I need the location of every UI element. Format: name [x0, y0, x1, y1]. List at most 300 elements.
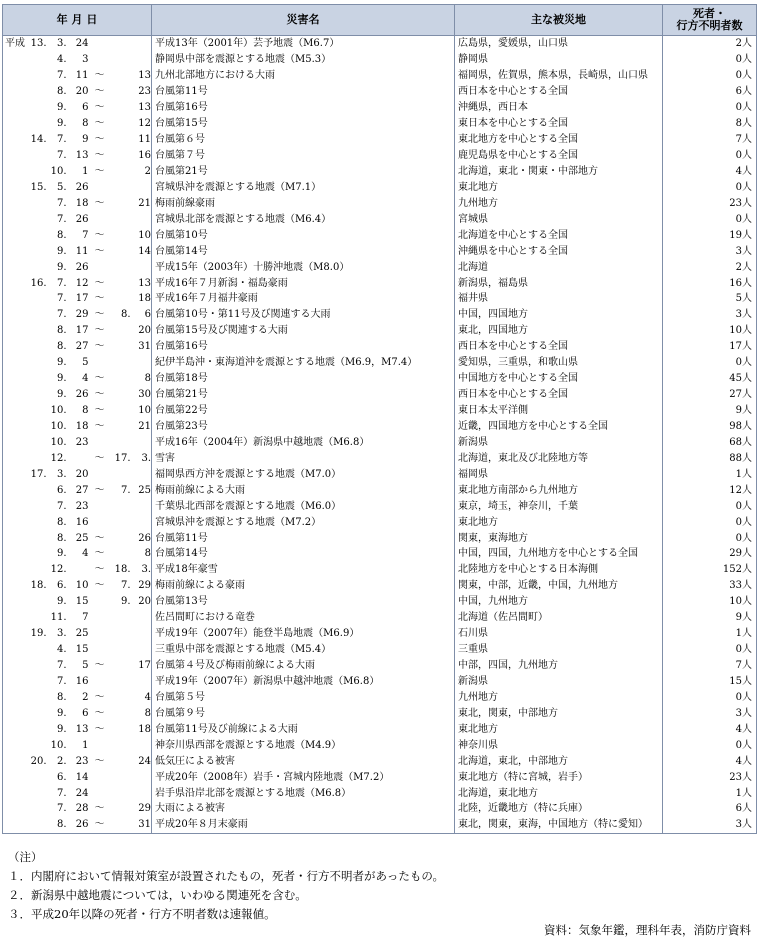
cell-year: 18. — [30, 580, 47, 592]
cell-casualties: 45人 — [729, 373, 752, 385]
cell-disaster-name: 平成20年８月末豪雨 — [152, 817, 455, 833]
cell-year: 15. — [30, 181, 47, 193]
table-row — [3, 642, 757, 658]
cell-day: 1 — [82, 165, 89, 177]
cell-end-day: 20 — [131, 594, 152, 610]
cell-month: 8. — [56, 691, 67, 703]
cell-end-day — [131, 355, 152, 371]
cell-affected-area: 新潟県，福島県 — [455, 275, 663, 291]
cell-affected-area: 福井県 — [455, 291, 663, 307]
cell-month: 7. — [56, 134, 67, 146]
cell-year — [27, 84, 47, 100]
cell-end-day: 21 — [131, 419, 152, 435]
cell-affected-area: 東日本を中心とする全国 — [455, 116, 663, 132]
cell-month: 11. — [50, 612, 67, 624]
cell-era — [3, 227, 27, 243]
cell-disaster-name: 九州北部地方における大雨 — [152, 68, 455, 84]
notes-heading: （注） — [8, 850, 43, 864]
cell-year — [27, 514, 47, 530]
cell-era — [3, 530, 27, 546]
cell-casualties: 10人 — [729, 596, 752, 608]
cell-range-sep: ～ — [94, 325, 105, 337]
cell-casualties: 0人 — [735, 500, 752, 512]
cell-casualties: 19人 — [729, 229, 752, 241]
cell-year — [27, 817, 47, 833]
table-row — [3, 243, 757, 259]
cell-year — [27, 307, 47, 323]
cell-end-day: 21 — [131, 195, 152, 211]
cell-year — [27, 211, 47, 227]
table-row — [3, 769, 757, 785]
cell-affected-area: 西日本を中心とする全国 — [455, 84, 663, 100]
cell-month: 9. — [56, 261, 67, 273]
cell-casualties: 9人 — [735, 612, 752, 624]
cell-year — [27, 721, 47, 737]
cell-era — [3, 355, 27, 371]
cell-month: 8. — [56, 325, 67, 337]
table-row — [3, 84, 757, 100]
cell-era — [3, 578, 27, 594]
cell-range-sep — [89, 498, 111, 514]
cell-affected-area: 沖縄県，西日本 — [455, 100, 663, 116]
cell-disaster-name: 平成16年７月福井豪雨 — [152, 291, 455, 307]
cell-range-sep: ～ — [94, 118, 105, 130]
cell-end-month — [111, 434, 131, 450]
cell-year — [27, 482, 47, 498]
cell-affected-area: 東北地方 — [455, 721, 663, 737]
cell-month: 3. — [56, 38, 67, 50]
table-body — [3, 36, 757, 834]
cell-year — [27, 769, 47, 785]
cell-range-sep: ～ — [94, 309, 105, 321]
cell-year: 20. — [30, 755, 47, 767]
cell-day: 4 — [82, 548, 89, 560]
cell-day: 9 — [82, 134, 89, 146]
header-deaths-line2: 行方不明者数 — [676, 19, 743, 32]
cell-end-month — [111, 498, 131, 514]
cell-end-month — [111, 689, 131, 705]
cell-year: 16. — [30, 277, 47, 289]
cell-end-day: 31 — [131, 817, 152, 833]
cell-range-sep — [89, 179, 111, 195]
cell-month: 7. — [56, 803, 67, 815]
cell-day: 25 — [75, 532, 89, 544]
cell-range-sep: ～ — [94, 405, 105, 417]
cell-end-month: 7. — [120, 580, 131, 592]
cell-end-month — [111, 403, 131, 419]
cell-end-day — [131, 737, 152, 753]
table-row — [3, 100, 757, 116]
cell-casualties: 27人 — [729, 389, 752, 401]
cell-day: 10 — [75, 580, 89, 592]
cell-casualties: 2人 — [735, 261, 752, 273]
cell-month: 9. — [56, 596, 67, 608]
table-row — [3, 52, 757, 68]
cell-era — [3, 562, 27, 578]
cell-range-sep: ～ — [94, 150, 105, 162]
source-note: 資料：気象年鑑，理科年表，消防庁資料 — [544, 923, 751, 937]
cell-era — [3, 642, 27, 658]
cell-end-day: 8 — [131, 546, 152, 562]
cell-end-day: 12 — [131, 116, 152, 132]
cell-month: 4. — [56, 54, 67, 66]
cell-end-day — [131, 52, 152, 68]
cell-affected-area: 関東，中部，近畿，中国，九州地方 — [455, 578, 663, 594]
cell-year — [27, 450, 47, 466]
cell-era — [3, 450, 27, 466]
cell-era — [3, 658, 27, 674]
cell-range-sep: ～ — [94, 197, 105, 209]
cell-month: 9. — [56, 357, 67, 369]
cell-era — [3, 689, 27, 705]
cell-casualties: 23人 — [729, 197, 752, 209]
cell-affected-area: 中国，九州地方 — [455, 594, 663, 610]
cell-range-sep — [89, 737, 111, 753]
cell-end-month — [111, 610, 131, 626]
cell-year — [27, 562, 47, 578]
cell-day: 24 — [75, 787, 89, 799]
cell-casualties: 8人 — [735, 118, 752, 130]
table-row — [3, 785, 757, 801]
cell-range-sep: ～ — [94, 245, 105, 257]
cell-era — [3, 275, 27, 291]
cell-end-month — [111, 164, 131, 180]
table-row — [3, 530, 757, 546]
cell-disaster-name: 梅雨前線による大雨 — [152, 482, 455, 498]
cell-casualties: 7人 — [735, 660, 752, 672]
cell-affected-area: 東北地方 — [455, 514, 663, 530]
cell-casualties: 98人 — [729, 420, 752, 432]
cell-day: 24 — [75, 38, 89, 50]
cell-range-sep: ～ — [94, 564, 105, 576]
cell-day: 18 — [75, 197, 89, 209]
cell-year — [27, 227, 47, 243]
cell-affected-area: 広島県，愛媛県，山口県 — [455, 36, 663, 52]
cell-month: 9. — [56, 102, 67, 114]
cell-casualties: 23人 — [729, 771, 752, 783]
cell-month: 9. — [56, 118, 67, 130]
cell-disaster-name: 台風第５号 — [152, 689, 455, 705]
cell-month: 9. — [56, 723, 67, 735]
cell-era — [3, 626, 27, 642]
table-row — [3, 610, 757, 626]
cell-range-sep: ～ — [94, 134, 105, 146]
cell-disaster-name: 福岡県西方沖を震源とする地震（M7.0） — [152, 466, 455, 482]
cell-year — [27, 116, 47, 132]
cell-month: 9. — [56, 548, 67, 560]
cell-range-sep: ～ — [94, 341, 105, 353]
cell-end-day — [131, 466, 152, 482]
cell-year — [27, 148, 47, 164]
cell-year — [27, 658, 47, 674]
cell-month: 7. — [56, 277, 67, 289]
cell-casualties: 29人 — [729, 548, 752, 560]
cell-year — [27, 68, 47, 84]
cell-year — [27, 403, 47, 419]
cell-day: 6 — [82, 707, 89, 719]
cell-affected-area: 新潟県 — [455, 434, 663, 450]
cell-affected-area: 福岡県 — [455, 466, 663, 482]
cell-end-month — [111, 737, 131, 753]
cell-affected-area: 静岡県 — [455, 52, 663, 68]
table-row — [3, 658, 757, 674]
cell-month: 8. — [47, 817, 67, 833]
cell-era — [3, 419, 27, 435]
cell-casualties: 6人 — [735, 86, 752, 98]
note-item-3: ３．平成20年以降の死者・行方不明者数は速報値。 — [8, 907, 276, 921]
cell-casualties: 0人 — [735, 357, 752, 369]
cell-affected-area: 北海道，東北，中部地方 — [455, 753, 663, 769]
table-row — [3, 466, 757, 482]
cell-affected-area: 北海道 — [455, 259, 663, 275]
cell-end-month — [111, 769, 131, 785]
cell-day: 23 — [75, 436, 89, 448]
cell-end-day: 25 — [131, 482, 152, 498]
table-row — [3, 562, 757, 578]
cell-casualties: 7人 — [735, 134, 752, 146]
cell-casualties: 0人 — [735, 213, 752, 225]
cell-affected-area: 九州地方 — [455, 195, 663, 211]
cell-month: 10. — [50, 420, 67, 432]
cell-end-month — [111, 371, 131, 387]
cell-disaster-name: 平成16年７月新潟・福島豪雨 — [152, 275, 455, 291]
cell-era — [3, 546, 27, 562]
cell-end-month — [111, 116, 131, 132]
cell-casualties: 4人 — [735, 755, 752, 767]
cell-end-month — [111, 530, 131, 546]
table-row — [3, 737, 757, 753]
cell-end-month — [111, 705, 131, 721]
header-area: 主な被災地 — [455, 5, 663, 36]
cell-disaster-name: 千葉県北西部を震源とする地震（M6.0） — [152, 498, 455, 514]
cell-day: 17 — [75, 325, 89, 337]
cell-range-sep — [89, 769, 111, 785]
cell-end-day — [131, 674, 152, 690]
cell-disaster-name: 三重県中部を震源とする地震（M5.4） — [152, 642, 455, 658]
cell-casualties: 33人 — [729, 580, 752, 592]
cell-end-month — [111, 259, 131, 275]
table-row — [3, 148, 757, 164]
cell-month: 7. — [56, 675, 67, 687]
cell-casualties: 1人 — [735, 628, 752, 640]
cell-era — [3, 307, 27, 323]
cell-day: 14 — [75, 771, 89, 783]
cell-disaster-name: 雪害 — [152, 450, 455, 466]
cell-affected-area: 九州地方 — [455, 689, 663, 705]
cell-month: 7. — [56, 150, 67, 162]
cell-era — [3, 259, 27, 275]
cell-disaster-name: 平成13年（2001年）芸予地震（M6.7） — [152, 36, 455, 52]
cell-day: 5 — [82, 660, 89, 672]
cell-era — [3, 674, 27, 690]
table-row — [3, 68, 757, 84]
cell-year — [27, 434, 47, 450]
cell-era — [3, 291, 27, 307]
cell-end-day — [131, 785, 152, 801]
cell-era — [3, 785, 27, 801]
cell-casualties: 1人 — [735, 787, 752, 799]
cell-end-month — [111, 626, 131, 642]
cell-day: 16 — [75, 675, 89, 687]
cell-end-month — [111, 211, 131, 227]
cell-disaster-name: 台風第22号 — [152, 403, 455, 419]
cell-affected-area: 沖縄県を中心とする全国 — [455, 243, 663, 259]
cell-year — [27, 243, 47, 259]
cell-end-day — [131, 211, 152, 227]
cell-era — [3, 116, 27, 132]
cell-casualties: 12人 — [729, 484, 752, 496]
cell-day: 1 — [82, 739, 89, 751]
cell-affected-area: 北海道，東北地方 — [455, 785, 663, 801]
cell-range-sep: ～ — [94, 755, 105, 767]
cell-end-day: 8 — [131, 705, 152, 721]
cell-era: 平成 — [5, 38, 25, 50]
cell-year — [27, 689, 47, 705]
cell-year — [27, 530, 47, 546]
cell-casualties: 3人 — [735, 309, 752, 321]
cell-range-sep: ～ — [94, 389, 105, 401]
cell-month: 4. — [56, 644, 67, 656]
cell-disaster-name: 低気圧による被害 — [152, 753, 455, 769]
cell-end-day: 31 — [131, 339, 152, 355]
cell-day: 12 — [75, 277, 89, 289]
cell-day: 5 — [82, 357, 89, 369]
cell-disaster-name: 神奈川県西部を震源とする地震（M4.9） — [152, 737, 455, 753]
cell-end-month — [111, 658, 131, 674]
cell-end-day — [131, 769, 152, 785]
cell-month: 7. — [56, 197, 67, 209]
cell-month: 8. — [56, 516, 67, 528]
cell-disaster-name: 台風第４号及び梅雨前線による大雨 — [152, 658, 455, 674]
cell-affected-area: 神奈川県 — [455, 737, 663, 753]
cell-range-sep: ～ — [89, 817, 111, 833]
cell-end-day: 10 — [131, 227, 152, 243]
cell-year — [27, 498, 47, 514]
cell-year: 17. — [30, 468, 47, 480]
cell-era — [3, 514, 27, 530]
cell-affected-area: 北海道，東北及び北陸地方等 — [455, 450, 663, 466]
cell-day: 7 — [82, 612, 89, 624]
cell-era — [3, 68, 27, 84]
cell-casualties: 0人 — [735, 691, 752, 703]
cell-year — [27, 371, 47, 387]
cell-range-sep: ～ — [94, 373, 105, 385]
cell-year — [27, 785, 47, 801]
cell-era — [3, 84, 27, 100]
cell-disaster-name: 平成18年豪雪 — [152, 562, 455, 578]
cell-month: 7. — [56, 213, 67, 225]
cell-end-day — [131, 179, 152, 195]
header-date: 年 月 日 — [3, 5, 152, 36]
cell-disaster-name: 梅雨前線豪雨 — [152, 195, 455, 211]
table-row — [3, 674, 757, 690]
table-row — [3, 164, 757, 180]
cell-range-sep — [89, 674, 111, 690]
cell-affected-area: 東北地方（特に宮城，岩手） — [455, 769, 663, 785]
cell-month: 9. — [56, 373, 67, 385]
cell-affected-area: 北海道（佐呂間町） — [455, 610, 663, 626]
cell-casualties: 0人 — [735, 102, 752, 114]
cell-range-sep: ～ — [94, 548, 105, 560]
cell-affected-area: 北陸地方を中心とする日本海側 — [455, 562, 663, 578]
cell-end-month — [111, 36, 131, 52]
cell-day: 26 — [75, 181, 89, 193]
cell-range-sep — [89, 642, 111, 658]
cell-end-day — [131, 498, 152, 514]
cell-end-day: 2 — [131, 164, 152, 180]
cell-year — [27, 323, 47, 339]
cell-day: 26 — [75, 261, 89, 273]
cell-casualties: 6人 — [735, 803, 752, 815]
cell-affected-area: 東北，関東，東海，中国地方（特に愛知） — [455, 817, 663, 833]
cell-end-day: 13 — [131, 68, 152, 84]
cell-month: 7. — [56, 787, 67, 799]
table-row — [3, 195, 757, 211]
cell-range-sep: ～ — [94, 484, 105, 496]
cell-end-month — [111, 195, 131, 211]
cell-disaster-name: 台風第21号 — [152, 387, 455, 403]
table-row — [3, 546, 757, 562]
cell-era — [3, 594, 27, 610]
cell-era — [3, 482, 27, 498]
cell-era — [3, 148, 27, 164]
cell-day: 28 — [75, 803, 89, 815]
cell-era — [3, 817, 27, 833]
cell-end-day: 20 — [131, 323, 152, 339]
cell-day: 27 — [75, 484, 89, 496]
cell-affected-area: 東北地方 — [455, 179, 663, 195]
cell-end-day — [131, 434, 152, 450]
cell-disaster-name: 静岡県中部を震源とする地震（M5.3） — [152, 52, 455, 68]
cell-range-sep: ～ — [94, 803, 105, 815]
cell-day: 11 — [75, 245, 89, 257]
cell-end-day: 14 — [131, 243, 152, 259]
cell-day: 15 — [75, 644, 89, 656]
cell-casualties: 0人 — [735, 150, 752, 162]
cell-disaster-name: 台風第15号 — [152, 116, 455, 132]
table-row — [3, 626, 757, 642]
cell-end-month — [111, 323, 131, 339]
cell-month: 12. — [50, 564, 67, 576]
cell-end-month — [111, 546, 131, 562]
cell-range-sep — [89, 355, 111, 371]
cell-day: 29 — [75, 309, 89, 321]
cell-month: 3. — [56, 468, 67, 480]
cell-day: 26 — [75, 213, 89, 225]
cell-affected-area: 北海道，東北・関東・中部地方 — [455, 164, 663, 180]
cell-day: 8 — [82, 118, 89, 130]
cell-end-day: 8 — [131, 371, 152, 387]
cell-era — [3, 52, 27, 68]
cell-day: 7 — [82, 229, 89, 241]
cell-era — [3, 801, 27, 817]
cell-disaster-name: 平成20年（2008年）岩手・宮城内陸地震（M7.2） — [152, 769, 455, 785]
cell-era — [3, 339, 27, 355]
cell-end-month — [111, 674, 131, 690]
cell-end-month — [111, 339, 131, 355]
cell-month: 6. — [56, 771, 67, 783]
cell-end-day: 6 — [131, 307, 152, 323]
cell-disaster-name: 台風第７号 — [152, 148, 455, 164]
cell-casualties: 3人 — [735, 245, 752, 257]
cell-casualties: 152人 — [722, 564, 752, 576]
cell-casualties: 3人 — [663, 817, 757, 833]
cell-casualties: 9人 — [735, 405, 752, 417]
cell-end-day: 23 — [131, 84, 152, 100]
cell-end-month — [111, 132, 131, 148]
table-row — [3, 36, 757, 52]
cell-month: 10. — [50, 739, 67, 751]
